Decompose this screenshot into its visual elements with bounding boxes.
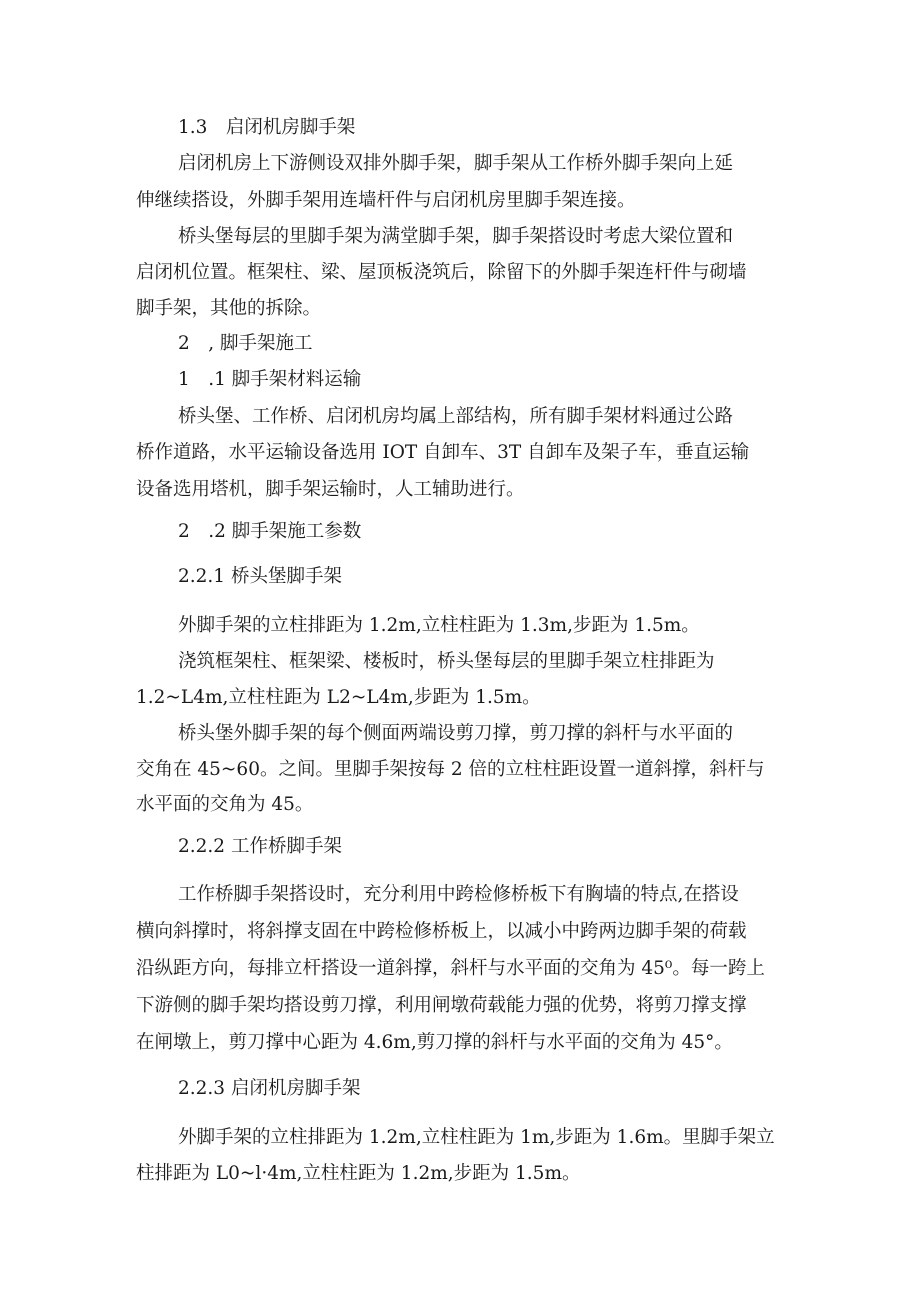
paragraph-line: 1.2~L4m,立柱柱距为 L2~L4m,步距为 1.5m。 [136, 687, 541, 708]
heading-2-2-2: 2.2.2 工作桥脚手架 [178, 836, 342, 857]
paragraph-line: 下游侧的脚手架均搭设剪刀撑，利用闸墩荷载能力强的优势，将剪刀撑支撑 [136, 995, 747, 1016]
heading-2-2-3: 2.2.3 启闭机房脚手架 [178, 1078, 361, 1099]
paragraph-line: 沿纵距方向，每排立杆搭设一道斜撑，斜杆与水平面的交角为 45⁰。每一跨上 [136, 958, 765, 979]
paragraph-line: 桥作道路，水平运输设备选用 IOT 自卸车、3T 自卸车及架子车，垂直运输 [136, 442, 750, 463]
paragraph-line: 浇筑框架柱、框架梁、楼板时，桥头堡每层的里脚手架立柱排距为 [178, 651, 715, 672]
heading-1-3: 1.3 启闭机房脚手架 [178, 117, 356, 138]
paragraph-line: 设备选用塔机，脚手架运输时，人工辅助进行。 [136, 479, 525, 500]
paragraph-line: 桥头堡、工作桥、启闭机房均属上部结构，所有脚手架材料通过公路 [178, 406, 734, 427]
paragraph-line: 交角在 45~60。之间。里脚手架按每 2 倍的立柱柱距设置一道斜撑，斜杆与 [136, 759, 765, 780]
paragraph-line: 外脚手架的立柱排距为 1.2m,立柱柱距为 1.3m,步距为 1.5m。 [178, 615, 700, 636]
paragraph-line: 水平面的交角为 45。 [136, 794, 314, 815]
heading-2-1: 1 .1 脚手架材料运输 [178, 369, 362, 390]
paragraph-line: 启闭机位置。框架柱、梁、屋顶板浇筑后，除留下的外脚手架连杆件与砌墙 [136, 262, 747, 283]
paragraph-line: 在闸墩上，剪刀撑中心距为 4.6m,剪刀撑的斜杆与水平面的交角为 45°。 [136, 1032, 733, 1053]
heading-2-2: 2 .2 脚手架施工参数 [178, 521, 362, 542]
heading-2: 2 , 脚手架施工 [178, 333, 313, 354]
paragraph-line: 启闭机房上下游侧设双排外脚手架，脚手架从工作桥外脚手架向上延 [178, 153, 734, 174]
heading-2-2-1: 2.2.1 桥头堡脚手架 [178, 566, 342, 587]
paragraph-line: 柱排距为 L0~l·4m,立柱柱距为 1.2m,步距为 1.5m。 [136, 1163, 581, 1184]
paragraph-line: 横向斜撑时，将斜撑支固在中跨检修桥板上，以减小中跨两边脚手架的荷载 [136, 921, 747, 942]
paragraph-line: 工作桥脚手架搭设时，充分利用中跨检修桥板下有胸墙的特点,在搭设 [178, 884, 739, 905]
paragraph-line: 伸继续搭设，外脚手架用连墙杆件与启闭机房里脚手架连接。 [136, 190, 636, 211]
paragraph-line: 外脚手架的立柱排距为 1.2m,立柱柱距为 1m,步距为 1.6m。里脚手架立 [178, 1127, 775, 1148]
paragraph-line: 桥头堡外脚手架的每个侧面两端设剪刀撑，剪刀撑的斜杆与水平面的 [178, 723, 734, 744]
paragraph-line: 脚手架，其他的拆除。 [136, 298, 322, 319]
paragraph-line: 桥头堡每层的里脚手架为满堂脚手架，脚手架搭设时考虑大梁位置和 [178, 226, 734, 247]
